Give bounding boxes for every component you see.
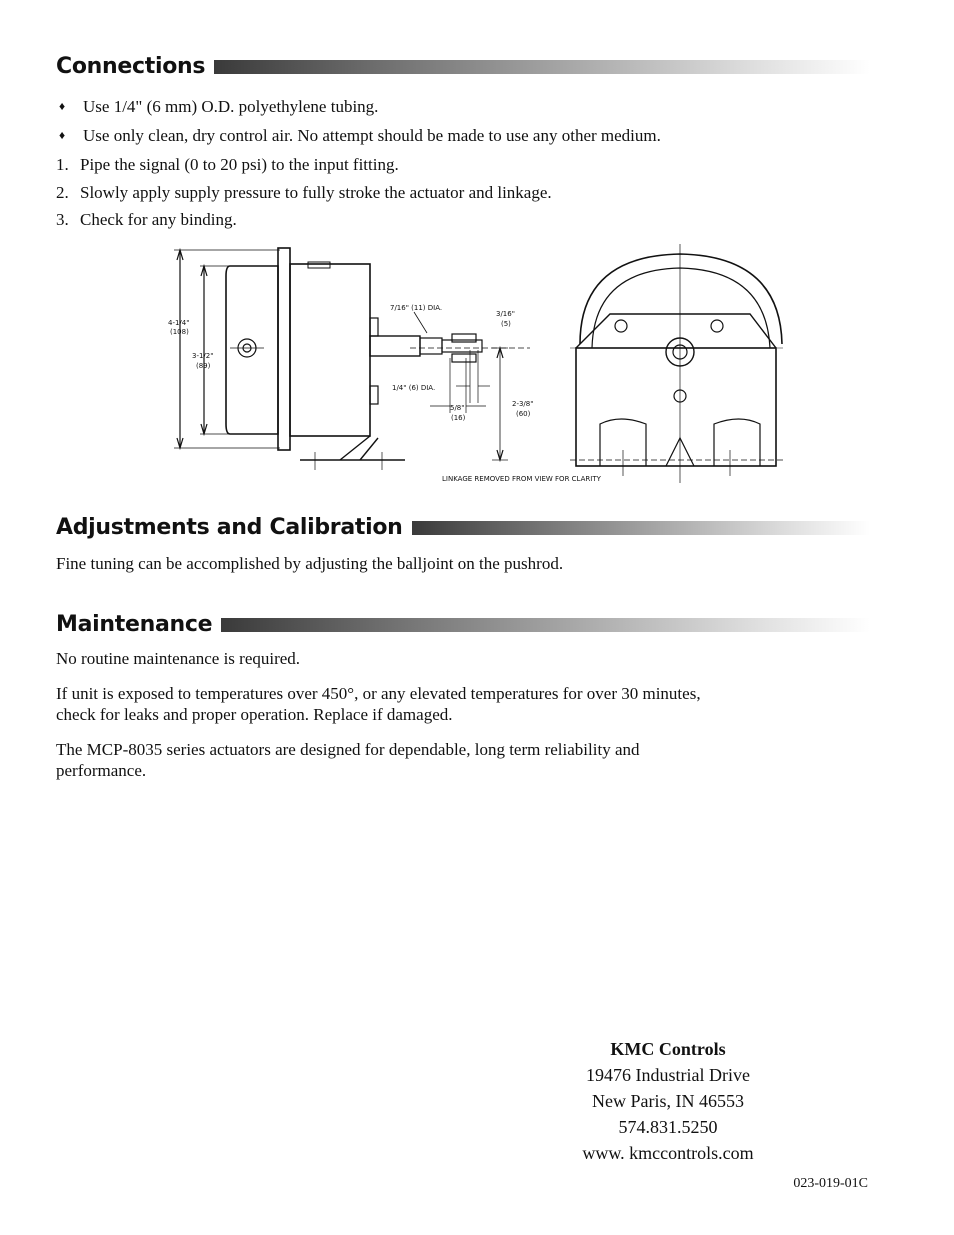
adjustments-heading-row xyxy=(56,515,870,540)
actuator-dimension-drawing xyxy=(160,238,800,488)
maintenance-paragraph: No routine maintenance is required. xyxy=(56,649,301,668)
company-address-block xyxy=(540,1036,796,1166)
dim-clevis-gap: 3/16" xyxy=(496,310,515,318)
adjustments-heading: Adjustments and Calibration xyxy=(56,515,403,540)
actuator-front-view xyxy=(570,244,786,483)
diagram-caption: LINKAGE REMOVED FROM VIEW FOR CLARITY xyxy=(442,475,601,483)
dim-height-total: 4-1/4" xyxy=(168,319,190,327)
document-number: 023-019-01C xyxy=(793,1176,868,1191)
connections-heading-bar xyxy=(214,60,870,74)
dim-rod-dia: 1/4" (6) DIA. xyxy=(392,384,436,392)
address-street: 19476 Industrial Drive xyxy=(586,1065,750,1085)
bullet-item xyxy=(56,125,661,146)
maintenance-heading-bar xyxy=(221,618,870,632)
bullet-text: Use only clean, dry control air. No attempt should be made to use any other medium. xyxy=(83,126,661,145)
phone-number: 574.831.5250 xyxy=(618,1117,718,1137)
dim-shaft-height: 2-3/8" xyxy=(512,400,534,408)
step-number: 1. xyxy=(56,155,69,174)
dim-shaft-height-mm: (60) xyxy=(516,410,531,418)
maintenance-paragraph: If unit is exposed to temperatures over 450°, or any elevated temperatures for over 30 minutes, check for leaks and proper operation. Replace if damaged. xyxy=(56,684,701,724)
dim-clevis-gap-mm: (5) xyxy=(501,320,511,328)
step-number: 3. xyxy=(56,210,69,229)
step-text: Pipe the signal (0 to 20 psi) to the input fitting. xyxy=(80,155,399,174)
website-link[interactable]: www. kmccontrols.com xyxy=(582,1143,754,1163)
company-name: KMC Controls xyxy=(610,1039,726,1059)
diamond-bullet-icon: ♦ xyxy=(59,99,66,113)
adjustments-text: Fine tuning can be accomplished by adjusting the balljoint on the pushrod. xyxy=(56,554,564,573)
connections-heading: Connections xyxy=(56,54,206,79)
dim-height-total-mm: (108) xyxy=(170,328,189,336)
maintenance-heading: Maintenance xyxy=(56,612,213,637)
step-item xyxy=(56,154,399,175)
connections-heading-row xyxy=(56,54,870,79)
dim-rod-len-mm: (16) xyxy=(451,414,466,422)
dim-height-body: 3-1/2" xyxy=(192,352,214,360)
dim-hole-dia: 7/16" (11) DIA. xyxy=(390,304,443,312)
actuator-side-view xyxy=(174,248,530,470)
maintenance-paragraph: The MCP-8035 series actuators are designed for dependable, long term reliability and performance. xyxy=(56,740,640,780)
step-item xyxy=(56,209,237,230)
step-text: Check for any binding. xyxy=(80,210,237,229)
maintenance-heading-row xyxy=(56,612,870,637)
bullet-text: Use 1/4" (6 mm) O.D. polyethylene tubing. xyxy=(83,97,379,116)
address-city: New Paris, IN 46553 xyxy=(592,1091,744,1111)
adjustments-heading-bar xyxy=(412,521,870,535)
dim-rod-len: 5/8" xyxy=(450,404,465,412)
diamond-bullet-icon: ♦ xyxy=(59,128,66,142)
step-text: Slowly apply supply pressure to fully stroke the actuator and linkage. xyxy=(80,183,552,202)
dim-height-body-mm: (89) xyxy=(196,362,211,370)
step-item xyxy=(56,182,552,203)
step-number: 2. xyxy=(56,183,69,202)
bullet-item xyxy=(56,96,378,117)
